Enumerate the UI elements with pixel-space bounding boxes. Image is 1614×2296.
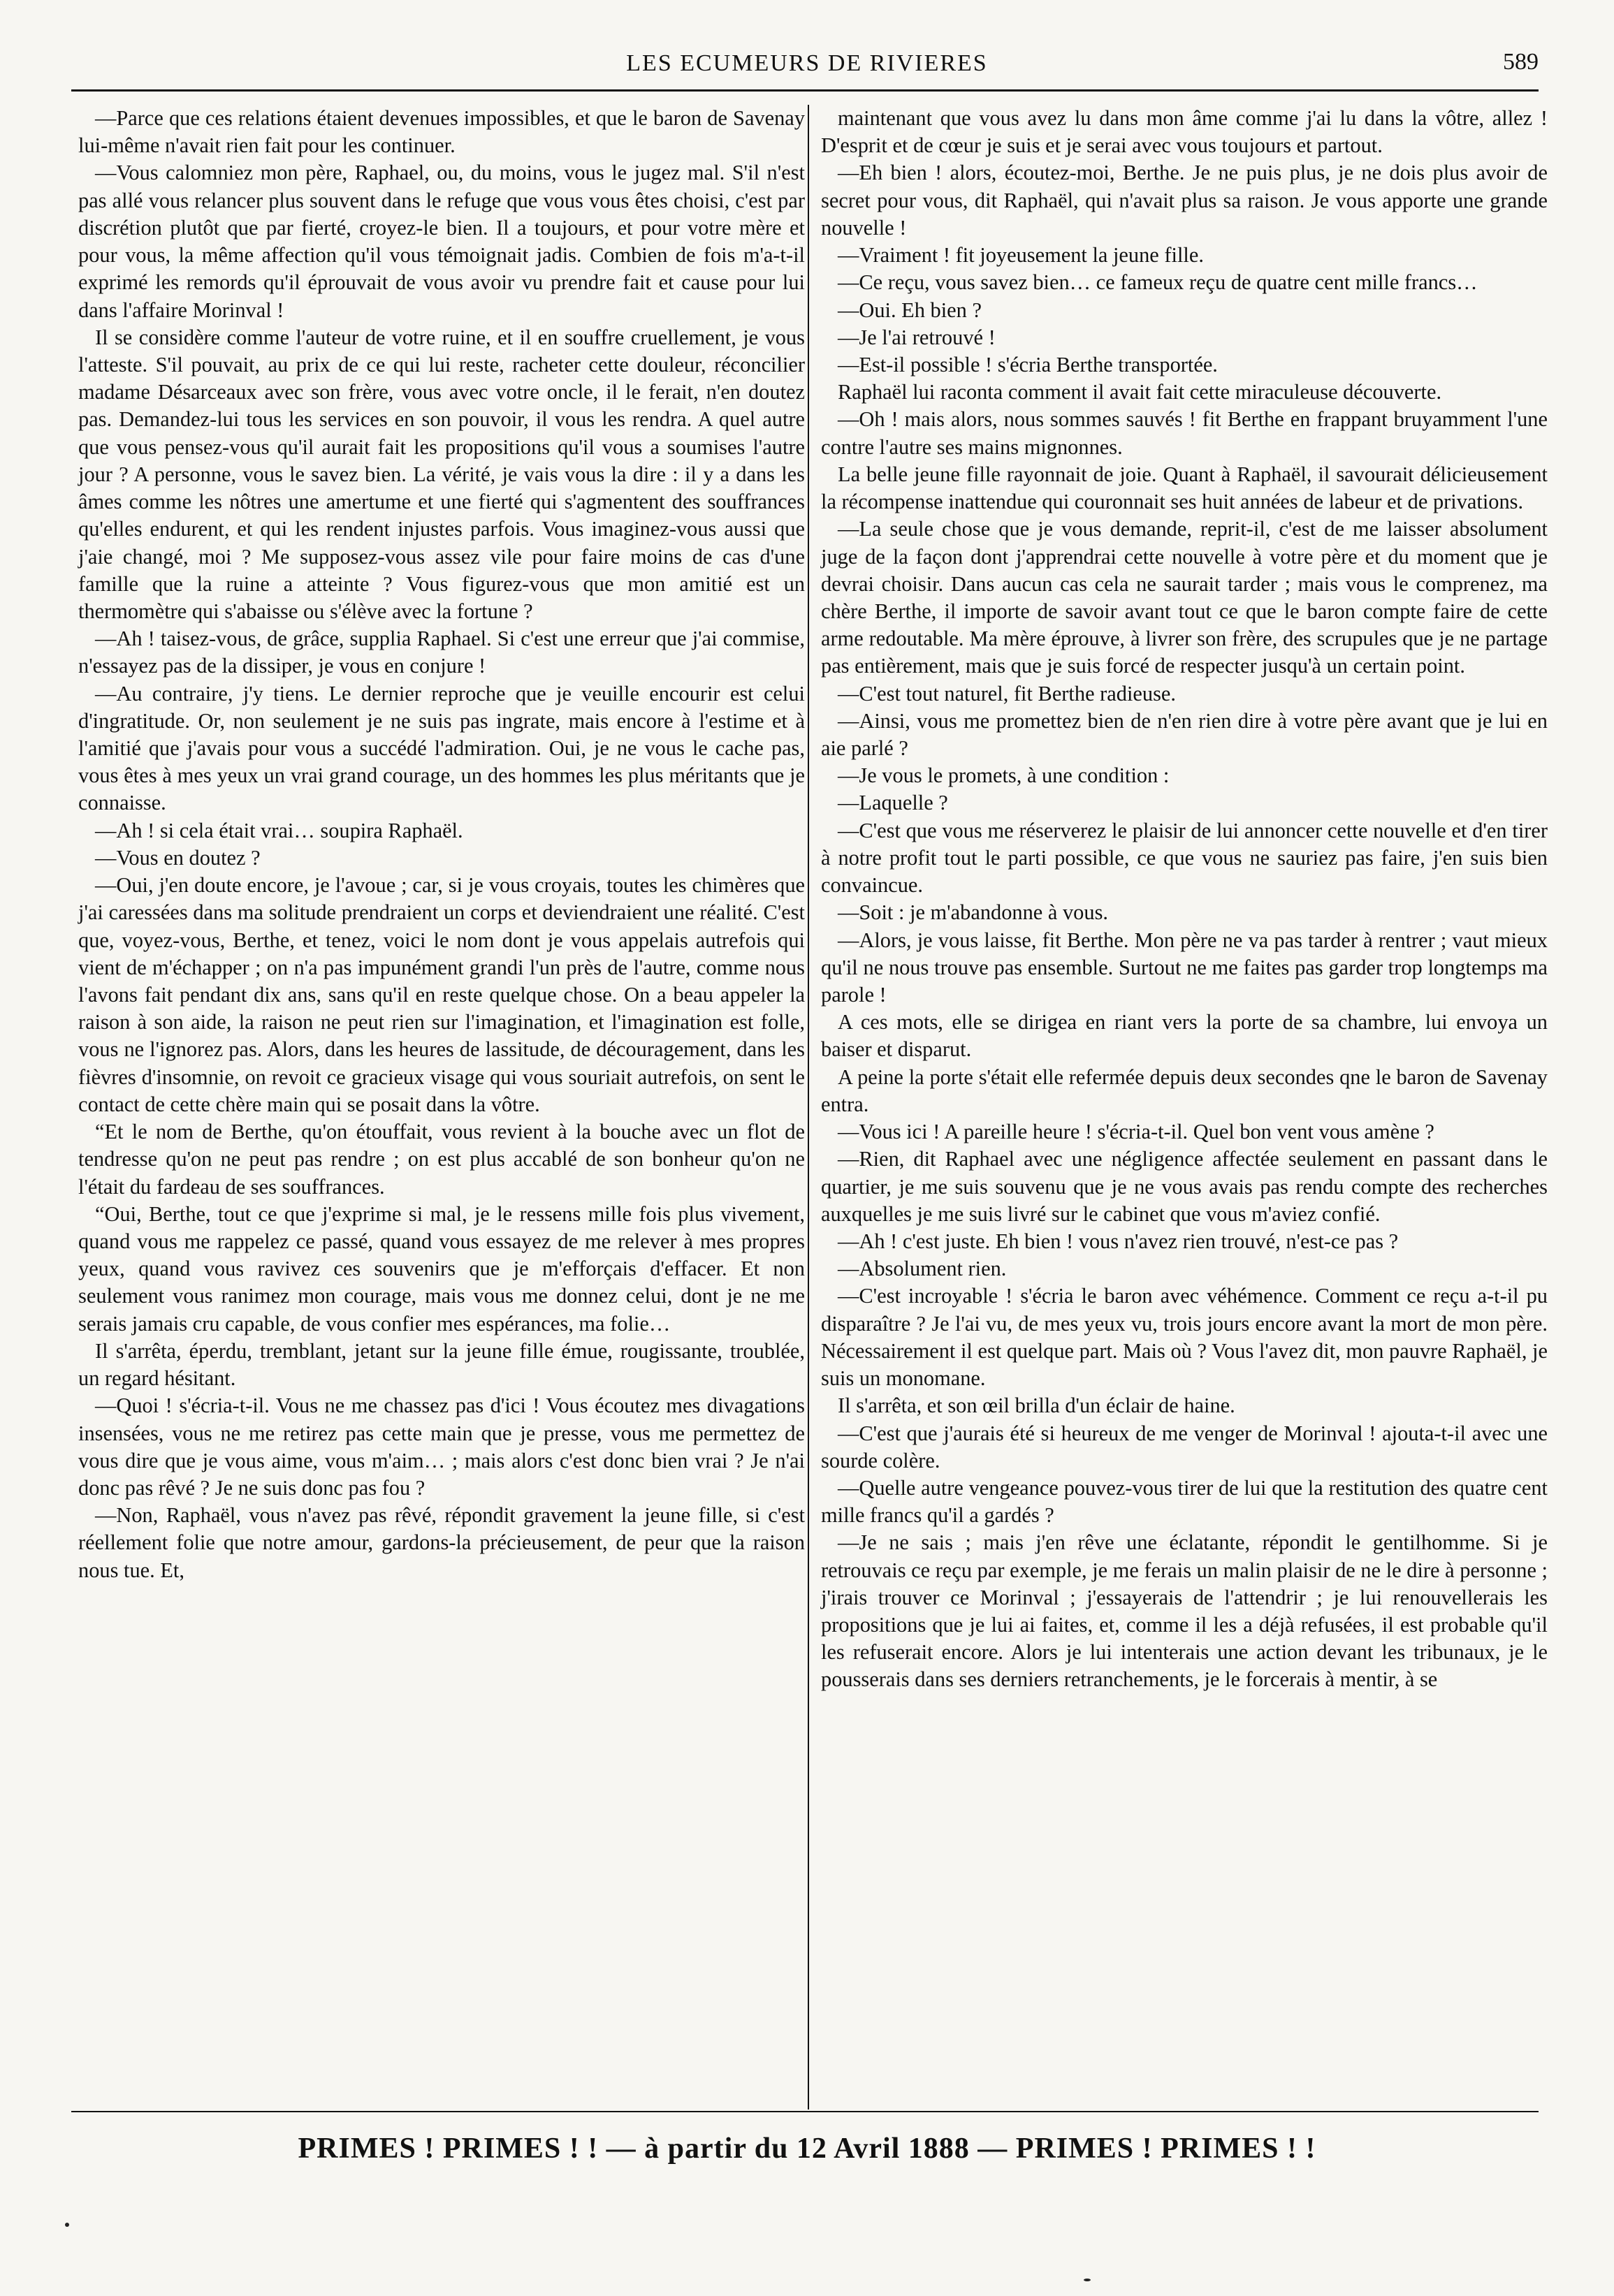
paragraph: —Je vous le promets, à une condition : [838,763,1170,788]
paragraph: —Vous ici ! A pareille heure ! s'écria-t-il. Quel bon vent vous amène ? [838,1120,1434,1144]
paragraph: —Vous en doutez ? [95,845,261,870]
paragraph: —Ah ! taisez-vous, de grâce, supplia Raphael. Si c'est une erreur que j'ai commise, n'essayez pas de la dissiper, je vous en conjure ! [78,627,805,678]
paragraph: —Quoi ! s'écria-t-il. Vous ne me chassez pas d'ici ! Vous écoutez mes divagations insensées, vous ne me retirez pas cette main que je presse, vous me permettez de vous dire que je vous aime, vous m'aim… ; mais alors c'est donc bien vrai ? Je n'ai donc pas rêvé ? Je ne suis donc pas fou ? [78,1394,805,1500]
paragraph: —Laquelle ? [838,791,948,815]
paragraph: —Ah ! c'est juste. Eh bien ! vous n'avez rien trouvé, n'est-ce pas ? [838,1229,1399,1253]
paragraph: —C'est incroyable ! s'écria le baron avec véhémence. Comment ce reçu a-t-il pu disparaître ? Je l'ai vu, de mes yeux vu, trois jours encore avant la mort de mon père. Nécessairement il est quelque part. Mais où ? Vous l'avez dit, mon pauvre Raphaël, je suis un monomane. [821,1284,1548,1391]
paragraph: —Non, Raphaël, vous n'avez pas rêvé, répondit gravement la jeune fille, si c'est réellement folie que notre amour, gardons-la précieusement, de peur que la raison nous tue. Et, [78,1503,805,1582]
footer-banner: PRIMES ! PRIMES ! ! — à partir du 12 Avril 1888 — PRIMES ! PRIMES ! ! [298,2133,1316,2165]
paragraph: —Je l'ai retrouvé ! [838,325,996,349]
paragraph: —Soit : je m'abandonne à vous. [838,900,1108,925]
left-column [78,105,805,1584]
paragraph: —Eh bien ! alors, écoutez-moi, Berthe. Je ne puis plus, je ne dois plus avoir de secret pour vous, dit Raphaël, qui n'avait plus sa raison. Je vous apporte une grande nouvelle ! [821,161,1548,240]
paragraph: —Oh ! mais alors, nous sommes sauvés ! fit Berthe en frappant bruyamment l'une contre l'autre ses mains mignonnes. [821,407,1548,459]
paragraph: —Ce reçu, vous savez bien… ce fameux reçu de quatre cent mille francs… [838,270,1478,295]
paragraph: —Oui, j'en doute encore, je l'avoue ; car, si je vous croyais, toutes les chimères que j'ai caressées dans ma solitude prendraient un corps et deviendraient une réalité. C'est que, voyez-vous, Berthe, et tenez, voici le nom dont je vous appelais autrefois qui vient de m'échapper ; on n'a pas impunément grandi l'un près de l'autre, comme nous l'avons fait pendant dix ans, sans qu'il en reste quelque chose. On a beau appeler la raison à son aide, la raison ne peut rien sur l'imagination, et l'imagination est folle, vous ne l'ignorez pas. Alors, dans les heures de lassitude, de découragement, dans les fièvres d'insomnie, on revoit ce gracieux visage qui vous souriait autrefois, on sent le contact de cette chère main qui se posait dans la vôtre. [78,873,805,1116]
page-number: 589 [1503,49,1539,75]
paragraph: Il s'arrêta, éperdu, tremblant, jetant sur la jeune fille émue, rougissante, troublée, un regard hésitant. [78,1338,805,1391]
paragraph: —Je ne sais ; mais j'en rêve une éclatante, répondit le gentilhomme. Si je retrouvais ce reçu par exemple, je me ferais un malin plaisir de ne le dire à personne ; j'irais trouver ce Morinval ; j'essayerais de l'attendrir ; je lui renouvellerais les propositions que je lui ai faites, et, comme il les a déjà refusées, il est probable qu'il les refuserait encore. Alors je lui intenterais une action devant les tribunaux, je le pousserais dans ses derniers retranchements, je le forcerais à mentir, à se [821,1530,1548,1692]
paragraph: —Alors, je vous laisse, fit Berthe. Mon père ne va pas tarder à rentrer ; vaut mieux qu'il ne nous trouve pas ensemble. Surtout ne me faites pas garder trop longtemps ma parole ! [821,928,1548,1007]
paragraph: —Oui. Eh bien ? [838,298,982,322]
paragraph: —La seule chose que je vous demande, reprit-il, c'est de me laisser absolument juge de la façon dont j'apprendrai cette nouvelle à votre père et du moment que je devrai choisir. Dans aucun cas cela ne saurait tarder ; mais vous le comprenez, ma chère Berthe, il importe de savoir avant tout ce que le baron compte faire de cette arme redoutable. Ma mère éprouve, à livrer son frère, des scrupules que je ne partage pas entièrement, mais que je suis forcé de respecter jusqu'à un certain point. [821,517,1548,678]
paragraph: —C'est que j'aurais été si heureux de me venger de Morinval ! ajouta-t-il avec une sourde colère. [821,1421,1548,1472]
paragraph: —C'est tout naturel, fit Berthe radieuse. [838,681,1176,705]
paragraph: maintenant que vous avez lu dans mon âme comme j'ai lu dans la vôtre, allez ! D'esprit et de cœur je suis et je serai avec vous toujours et partout. [821,106,1548,158]
paragraph: Il s'arrêta, et son œil brilla d'un éclair de haine. [838,1394,1235,1418]
paragraph: —Rien, dit Raphael avec une négligence affectée seulement en passant dans le quartier, je me suis souvenu que je ne vous avais pas rendu compte des recherches auxquelles je me suis livré sur le cabinet que vous m'aviez confié. [821,1147,1548,1226]
paragraph: La belle jeune fille rayonnait de joie. Quant à Raphaël, il savourait délicieusement la récompense inattendue qui couronnait ses huit années de labeur et de privations. [821,462,1548,514]
paragraph: “Et le nom de Berthe, qu'on étouffait, vous revient à la bouche avec un flot de tendresse qu'on ne peut pas rendre ; on est plus accablé de son bonheur qu'on ne l'était du fardeau de ses souffrances. [78,1120,805,1199]
right-column [821,105,1548,1694]
paragraph: —Quelle autre vengeance pouvez-vous tirer de lui que la restitution des quatre cent mille francs qu'il a gardés ? [821,1475,1548,1528]
paragraph: —Au contraire, j'y tiens. Le dernier reproche que je veuille encourir est celui d'ingratitude. Or, non seulement je ne suis pas ingrate, mais encore à l'estime et à l'amitié que j'avais pour vous a succédé l'admiration. Oui, je ne vous le cache pas, vous êtes à mes yeux un vrai grand courage, un des hommes les plus méritants que je connaisse. [78,681,805,815]
paragraph: —Absolument rien. [838,1257,1007,1281]
running-title: LES ECUMEURS DE RIVIERES [626,50,988,76]
ink-speck [65,2223,69,2227]
paragraph: Raphaël lui raconta comment il avait fait cette miraculeuse découverte. [838,380,1442,404]
paragraph: —Ah ! si cela était vrai… soupira Raphaël. [95,818,463,842]
footer-rule [71,2111,1539,2112]
paragraph: —Vraiment ! fit joyeusement la jeune fille. [838,243,1204,268]
paragraph: —Parce que ces relations étaient devenues impossibles, et que le baron de Savenay lui-même n'avait rien fait pour les continuer. [78,106,805,158]
paragraph: —C'est que vous me réserverez le plaisir de lui annoncer cette nouvelle et d'en tirer à notre profit tout le parti possible, ce que vous ne sauriez pas faire, j'en suis bien convaincue. [821,818,1548,898]
column-divider [808,105,809,2109]
paragraph: “Oui, Berthe, tout ce que j'exprime si mal, je le ressens mille fois plus vivement, quand vous me rappelez ce passé, quand vous essayez de me relever à mes propres yeux, quand vous ravivez ces souvenirs que je m'efforçais d'effacer. Et non seulement vous ranimez mon courage, mais vous me donnez celui, dont je ne me serais jamais cru capable, de vous confier mes espérances, ma folie… [78,1201,805,1336]
header-rule [71,89,1539,92]
paragraph: —Vous calomniez mon père, Raphael, ou, du moins, vous le jugez mal. S'il n'est pas allé vous relancer plus souvent dans le refuge que vous vous êtes choisi, c'est par discrétion plutôt que par fierté, croyez-le bien. Il a toujours, et pour votre mère et pour vous, la même affection qu'il vous témoignait jadis. Combien de fois m'a-t-il exprimé les remords qu'il éprouvait de vous avoir vu prendre fait et cause pour lui dans l'affaire Morinval ! [78,161,805,322]
ink-speck [1084,2279,1091,2281]
paragraph: —Ainsi, vous me promettez bien de n'en rien dire à votre père avant que je lui en aie parlé ? [821,708,1548,761]
page-header [0,0,1614,105]
paragraph: A ces mots, elle se dirigea en riant vers la porte de sa chambre, lui envoya un baiser et disparut. [821,1010,1548,1062]
paragraph: —Est-il possible ! s'écria Berthe transportée. [838,352,1218,376]
paragraph: A peine la porte s'était elle refermée depuis deux secondes qne le baron de Savenay entra. [821,1065,1548,1116]
paragraph: Il se considère comme l'auteur de votre ruine, et il en souffre cruellement, je vous l'atteste. S'il pouvait, au prix de ce qui lui reste, racheter cette douleur, réconcilier madame Désarceaux avec son frère, vous avec votre oncle, il le ferait, n'en doutez pas. Demandez-lui tous les services en son pouvoir, il vous les rendra. A quel autre que vous pensez-vous qu'il aurait fait les propositions qu'il vous a soumises l'autre jour ? A personne, vous le savez bien. La vérité, je vais vous la dire : il y a dans les âmes comme les nôtres une amertume et une fierté qui s'agmentent des souffrances qu'elles endurent, et qui les rendent injustes parfois. Vous imaginez-vous aussi que j'aie changé, moi ? Me supposez-vous assez vile pour faire moins de cas d'une famille que la ruine a atteinte ? Vous figurez-vous que mon amitié est un thermomètre qui s'abaisse ou s'élève avec la fortune ? [78,325,805,623]
